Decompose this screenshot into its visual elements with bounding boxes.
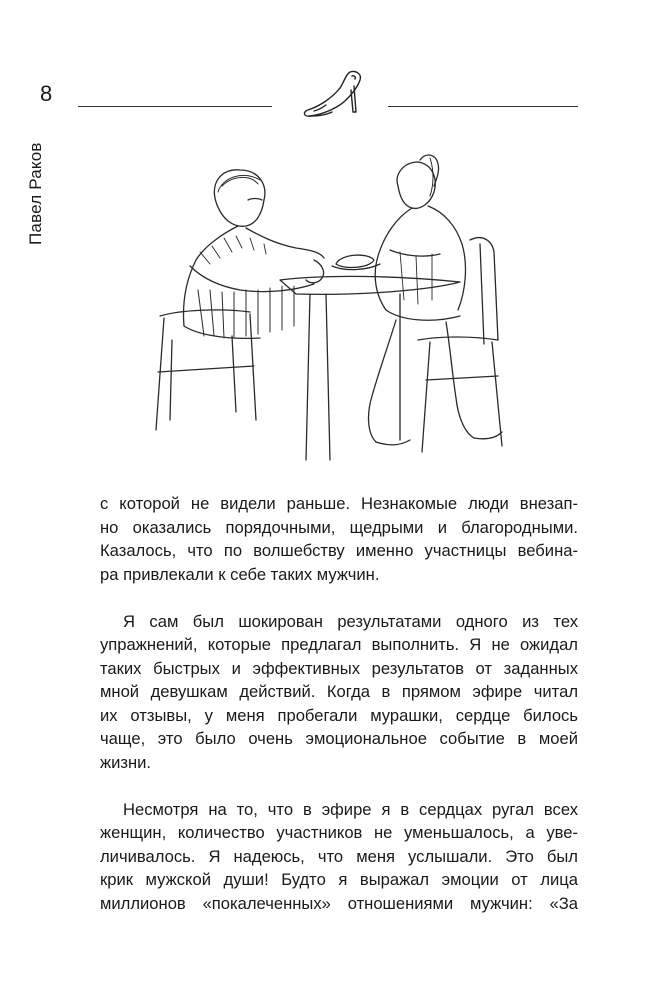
text-line: но оказались порядочными, щедрыми и благородными. <box>100 517 578 537</box>
sketch-man <box>184 170 325 339</box>
text-line: крик мужской души! Будто я выражал эмоции от лица <box>100 870 578 889</box>
text-line: ра привлекали к себе таких мужчин. <box>100 564 380 584</box>
text-line: их отзывы, у меня пробегали мурашки, сердце билось <box>100 705 578 725</box>
text-line: упражнений, которые предлагал выполнить. Я не ожидал <box>100 635 578 654</box>
paragraph-1 <box>100 492 578 586</box>
text-line: с которой не видели раньше. Незнакомые люди внезап- <box>100 494 578 513</box>
sketch-right-chair <box>418 238 502 452</box>
text-line: Казалось, что по волшебству именно участницы вебина- <box>100 541 578 560</box>
paragraph-2 <box>100 610 578 775</box>
cafe-sketch-illustration <box>100 140 530 470</box>
high-heel-shoe-icon <box>296 66 368 122</box>
header-rule-right <box>388 106 578 107</box>
text-line: чаще, это было очень эмоциональное событие в моей <box>100 729 578 748</box>
header-rule-left <box>78 106 272 107</box>
page-number: 8 <box>40 81 53 106</box>
text-line: женщин, количество участников не уменьшалось, а уве- <box>100 823 578 842</box>
text-line: мной девушкам действий. Когда в прямом эфире читал <box>100 682 578 701</box>
text-line: миллионов «покалеченных» отношениями мужчин: «За <box>100 893 578 913</box>
running-author: Павел Раков <box>26 142 45 245</box>
text-line: жизни. <box>100 752 152 772</box>
text-line: таких быстрых и эффективных результатов от заданных <box>100 658 578 678</box>
text-line: Несмотря на то, что в эфире я в сердцах ругал всех <box>123 799 578 819</box>
text-line: Я сам был шокирован результатами одного из тех <box>123 611 578 631</box>
body-text <box>100 492 578 939</box>
sketch-left-chair <box>156 310 256 430</box>
text-line: личивалось. Я надеюсь, что меня услышали. Это был <box>100 846 578 866</box>
paragraph-3 <box>100 798 578 916</box>
